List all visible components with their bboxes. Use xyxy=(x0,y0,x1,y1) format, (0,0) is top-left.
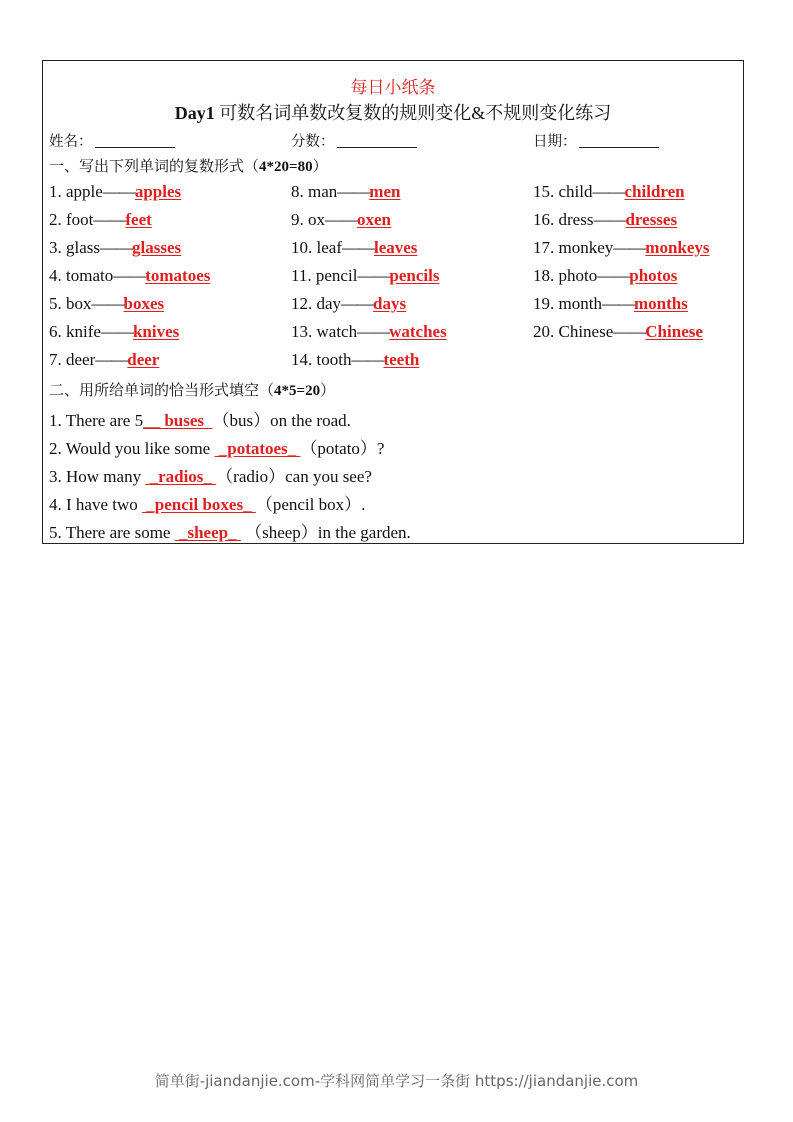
word-number: 12. xyxy=(291,294,313,313)
word-number: 8. xyxy=(291,182,304,201)
word-singular: ox xyxy=(308,210,325,229)
word-dash: —— xyxy=(100,322,133,341)
date-label: 日期： xyxy=(533,134,577,150)
word-plural-answer: oxen xyxy=(357,210,391,229)
name-blank xyxy=(95,133,175,148)
name-label: 姓名： xyxy=(49,134,93,150)
word-number: 9. xyxy=(291,210,304,229)
word-dash: —— xyxy=(592,182,625,201)
word-singular: Chinese xyxy=(558,322,614,341)
word-number: 11. xyxy=(291,266,312,285)
page-title xyxy=(43,99,743,125)
word-dash: —— xyxy=(95,350,128,369)
word-plural-answer: days xyxy=(373,294,407,313)
word-number: 3. xyxy=(49,238,62,257)
word-singular: month xyxy=(558,294,602,313)
word-singular: watch xyxy=(316,322,358,341)
word-dash: —— xyxy=(100,238,132,257)
word-item xyxy=(49,238,181,258)
word-plural-answer: photos xyxy=(629,266,678,285)
word-item xyxy=(49,322,179,342)
word-plural-answer: pencils xyxy=(389,266,440,285)
word-dash: —— xyxy=(613,238,646,257)
word-number: 2. xyxy=(49,210,62,229)
word-dash: —— xyxy=(102,182,135,201)
word-plural-answer: glasses xyxy=(132,238,182,257)
date-blank xyxy=(579,133,659,148)
word-number: 7. xyxy=(49,350,62,369)
date-field xyxy=(533,130,659,151)
word-singular: deer xyxy=(66,350,96,369)
sentence-answer: _radios_ xyxy=(145,467,217,486)
word-dash: —— xyxy=(593,210,626,229)
word-plural-answer: boxes xyxy=(123,294,165,313)
sentence-item: 3. How many _radios_ （radio）can you see? xyxy=(49,467,372,486)
word-plural-answer: leaves xyxy=(373,238,418,257)
worksheet-frame xyxy=(42,60,744,544)
word-dash: —— xyxy=(337,182,370,201)
sentence-answer: _potatoes_ xyxy=(214,439,301,458)
sentence-item: 5. There are some _sheep_ （sheep）in the garden. xyxy=(49,523,411,542)
word-plural-answer: feet xyxy=(125,210,152,229)
word-plural-answer: watches xyxy=(389,322,447,341)
word-plural-answer: teeth xyxy=(383,350,420,369)
word-dash: —— xyxy=(601,294,634,313)
word-singular: foot xyxy=(66,210,94,229)
word-item xyxy=(533,238,710,258)
word-item xyxy=(533,294,688,314)
word-item xyxy=(533,210,677,230)
word-item xyxy=(49,182,181,202)
word-singular: photo xyxy=(558,266,598,285)
word-plural-answer: months xyxy=(633,294,688,313)
name-field xyxy=(49,130,175,151)
score-field xyxy=(291,130,417,151)
page-title-day: Day1 xyxy=(174,103,215,123)
word-dash: —— xyxy=(341,294,374,313)
word-item xyxy=(291,238,417,258)
word-number: 14. xyxy=(291,350,313,369)
word-dash: —— xyxy=(325,210,357,229)
word-item xyxy=(49,266,210,286)
score-label: 分数： xyxy=(291,134,335,150)
section1-heading: 一、写出下列单词的复数形式（4*20=80） xyxy=(49,159,328,175)
word-plural-answer: deer xyxy=(127,350,160,369)
word-plural-answer: apples xyxy=(134,182,182,201)
section2-heading: 二、用所给单词的恰当形式填空（4*5=20） xyxy=(49,383,336,399)
sentence-item: 4. I have two _pencil boxes_ （pencil box）. xyxy=(49,495,366,514)
word-number: 20. xyxy=(533,322,555,341)
word-item xyxy=(533,182,685,202)
sentence-item: 1. There are 5__ buses （bus）on the road. xyxy=(49,411,351,430)
word-dash: —— xyxy=(357,266,390,285)
word-number: 6. xyxy=(49,322,62,341)
word-dash: —— xyxy=(341,238,374,257)
word-singular: dress xyxy=(558,210,594,229)
word-dash: —— xyxy=(351,350,384,369)
word-number: 15. xyxy=(533,182,555,201)
word-singular: glass xyxy=(66,238,100,257)
word-item xyxy=(291,266,439,286)
word-singular: knife xyxy=(66,322,101,341)
word-dash: —— xyxy=(91,294,124,313)
word-number: 5. xyxy=(49,294,62,313)
word-singular: monkey xyxy=(558,238,614,257)
word-item xyxy=(533,322,703,342)
word-item xyxy=(49,210,152,230)
word-singular: man xyxy=(308,182,338,201)
word-plural-answer: children xyxy=(624,182,685,201)
word-plural-answer: knives xyxy=(132,322,180,341)
word-plural-answer: dresses xyxy=(625,210,678,229)
word-item xyxy=(49,294,164,314)
word-item xyxy=(291,350,419,370)
word-number: 19. xyxy=(533,294,555,313)
word-number: 18. xyxy=(533,266,555,285)
word-number: 16. xyxy=(533,210,555,229)
word-singular: leaf xyxy=(316,238,342,257)
word-singular: child xyxy=(558,182,593,201)
word-dash: —— xyxy=(113,266,146,285)
small-title: 每日小纸条 xyxy=(350,78,436,97)
word-item xyxy=(49,350,159,370)
word-dash: —— xyxy=(597,266,630,285)
word-plural-answer: monkeys xyxy=(645,238,710,257)
word-item xyxy=(291,322,447,342)
sentence-item: 2. Would you like some _potatoes_ （potato）? xyxy=(49,439,385,458)
word-item xyxy=(291,294,406,314)
word-number: 17. xyxy=(533,238,555,257)
page-title-text: 可数名词单数改复数的规则变化&不规则变化练习 xyxy=(214,103,612,123)
footer-watermark: 简单街-jiandanjie.com-学科网简单学习一条街 https://jiandanjie.com xyxy=(154,1072,639,1090)
word-number: 4. xyxy=(49,266,62,285)
word-number: 13. xyxy=(291,322,313,341)
word-plural-answer: Chinese xyxy=(645,322,703,341)
word-singular: tomato xyxy=(66,266,114,285)
word-singular: tooth xyxy=(316,350,352,369)
word-number: 1. xyxy=(49,182,62,201)
word-item xyxy=(291,182,400,202)
word-plural-answer: tomatoes xyxy=(145,266,211,285)
score-blank xyxy=(337,133,417,148)
word-plural-answer: men xyxy=(369,182,401,201)
sentence-answer: __ buses xyxy=(143,411,213,430)
word-dash: —— xyxy=(357,322,390,341)
sentence-answer: _pencil boxes_ xyxy=(142,495,256,514)
word-item xyxy=(291,210,391,230)
word-number: 10. xyxy=(291,238,313,257)
word-dash: —— xyxy=(93,210,126,229)
word-item xyxy=(533,266,677,286)
word-singular: pencil xyxy=(315,266,358,285)
word-dash: —— xyxy=(613,322,646,341)
word-singular: apple xyxy=(66,182,103,201)
word-singular: box xyxy=(66,294,92,313)
sentence-answer: _sheep_ xyxy=(174,523,241,542)
word-singular: day xyxy=(316,294,342,313)
